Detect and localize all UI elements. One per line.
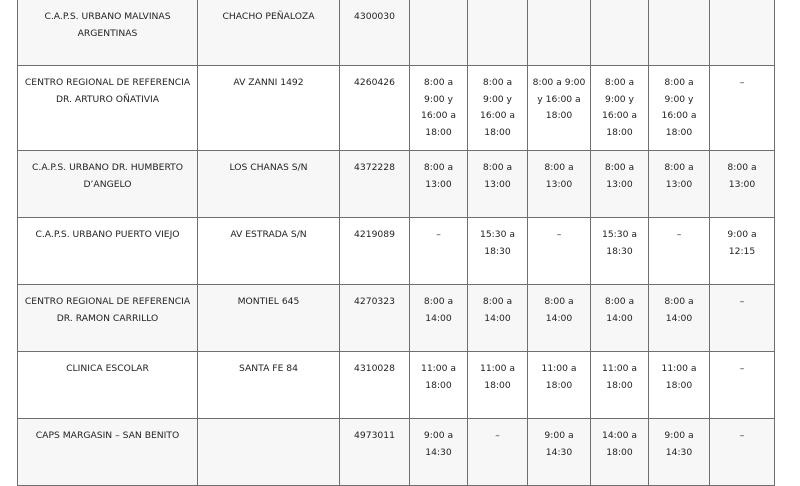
hours-cell (649, 419, 710, 486)
hours-cell (528, 151, 591, 218)
hours-text: – (676, 229, 682, 240)
phone-cell (340, 218, 410, 285)
hours-text: – (495, 430, 500, 441)
hours-cell (528, 352, 591, 419)
address-cell (198, 151, 340, 218)
hours-cell (528, 218, 591, 285)
hours-cell (649, 66, 710, 151)
center-name-cell (18, 419, 198, 486)
hours-cell (710, 218, 775, 285)
hours-cell (468, 218, 528, 285)
hours-cell (410, 0, 468, 66)
table-row (18, 285, 775, 352)
center-phone: 4219089 (354, 229, 395, 240)
hours-cell (649, 151, 710, 218)
hours-text: – (436, 229, 441, 240)
hours-cell (710, 0, 775, 66)
phone-cell (340, 285, 410, 352)
address-cell (198, 285, 340, 352)
center-address: LOS CHANAS S/N (229, 162, 308, 173)
center-name: CAPS MARGASIN – SAN BENITO (35, 430, 180, 441)
hours-cell (710, 66, 775, 151)
hours-cell (528, 0, 591, 66)
hours-text: 8:00 a 13:00 (482, 162, 513, 190)
center-name-cell (18, 66, 198, 151)
phone-cell (340, 352, 410, 419)
hours-cell (591, 419, 649, 486)
table-row (18, 352, 775, 419)
hours-text: 15:30 a 18:30 (601, 229, 638, 257)
hours-cell (649, 352, 710, 419)
phone-cell (340, 151, 410, 218)
hours-cell (591, 218, 649, 285)
hours-cell (410, 218, 468, 285)
center-name-cell (18, 352, 198, 419)
table-row (18, 66, 775, 151)
hours-text: 11:00 a 18:00 (420, 363, 457, 391)
hours-text: 8:00 a 13:00 (664, 162, 694, 190)
hours-text: 8:00 a 13:00 (604, 162, 635, 190)
center-address: MONTIEL 645 (237, 296, 300, 307)
hours-cell (591, 151, 649, 218)
hours-cell (468, 151, 528, 218)
table-row (18, 0, 775, 66)
hours-text: 11:00 a 18:00 (479, 363, 516, 391)
hours-text: 8:00 a 9:00 y 16:00 a 18:00 (661, 77, 697, 138)
center-name-cell (18, 0, 198, 66)
address-cell (198, 218, 340, 285)
hours-text: 8:00 a 13:00 (423, 162, 454, 190)
hours-cell (591, 352, 649, 419)
center-name: C.A.P.S. URBANO PUERTO VIEJO (35, 229, 180, 240)
address-cell (198, 66, 340, 151)
hours-text: 8:00 a 14:00 (544, 296, 574, 324)
hours-text: 9:00 a 14:30 (664, 430, 694, 458)
hours-text: 11:00 a 18:00 (601, 363, 638, 391)
center-name: C.A.P.S. URBANO MALVINAS ARGENTINAS (44, 11, 171, 39)
hours-cell (468, 285, 528, 352)
hours-text: 9:00 a 14:30 (423, 430, 454, 458)
center-name: CENTRO REGIONAL DE REFERENCIA DR. ARTURO OÑATIVIA (24, 77, 191, 105)
hours-cell (410, 151, 468, 218)
hours-text: 8:00 a 14:00 (482, 296, 513, 324)
center-address: SANTA FE 84 (239, 363, 298, 374)
address-cell (198, 419, 340, 486)
hours-text: 8:00 a 14:00 (604, 296, 635, 324)
hours-cell (468, 0, 528, 66)
hours-text: 8:00 a 13:00 (727, 162, 757, 190)
hours-cell (649, 0, 710, 66)
center-phone: 4310028 (354, 363, 395, 374)
table-row (18, 419, 775, 486)
hours-text: 9:00 a 12:15 (727, 229, 757, 257)
hours-text: 14:00 a 18:00 (601, 430, 638, 458)
address-cell (198, 352, 340, 419)
hours-cell (710, 419, 775, 486)
hours-cell (710, 151, 775, 218)
center-phone: 4300030 (354, 11, 395, 22)
hours-text: – (739, 77, 745, 88)
hours-cell (468, 419, 528, 486)
hours-cell (410, 419, 468, 486)
center-address: AV ESTRADA S/N (230, 229, 307, 240)
center-name-cell (18, 218, 198, 285)
hours-cell (468, 352, 528, 419)
address-cell (198, 0, 340, 66)
hours-cell (591, 0, 649, 66)
hours-text: 8:00 a 13:00 (544, 162, 574, 190)
center-name-cell (18, 285, 198, 352)
hours-text: 11:00 a 18:00 (661, 363, 697, 391)
hours-text: – (556, 229, 562, 240)
hours-text: 15:30 a 18:30 (479, 229, 516, 257)
hours-cell (591, 285, 649, 352)
hours-cell (649, 218, 710, 285)
hours-text: 8:00 a 14:00 (423, 296, 454, 324)
phone-cell (340, 66, 410, 151)
center-phone: 4372228 (354, 162, 395, 173)
hours-cell (710, 285, 775, 352)
phone-cell (340, 0, 410, 66)
center-phone: 4270323 (354, 296, 395, 307)
center-address: CHACHO PEÑALOZA (222, 11, 315, 22)
hours-text: 8:00 a 9:00 y 16:00 a 18:00 (532, 77, 586, 121)
hours-text: 8:00 a 9:00 y 16:00 a 18:00 (479, 77, 516, 138)
center-address: AV ZANNI 1492 (233, 77, 304, 88)
hours-cell (649, 285, 710, 352)
hours-cell (528, 419, 591, 486)
center-name: C.A.P.S. URBANO DR. HUMBERTO D’ANGELO (32, 162, 183, 190)
hours-cell (710, 352, 775, 419)
table-row (18, 218, 775, 285)
table-row (18, 151, 775, 218)
hours-text: 11:00 a 18:00 (541, 363, 577, 391)
hours-text: – (739, 296, 745, 307)
hours-text: – (739, 363, 745, 374)
hours-cell (528, 285, 591, 352)
hours-cell (528, 66, 591, 151)
center-name-cell (18, 151, 198, 218)
hours-text: 8:00 a 9:00 y 16:00 a 18:00 (420, 77, 457, 138)
hours-text: 8:00 a 9:00 y 16:00 a 18:00 (601, 77, 638, 138)
center-name: CLINICA ESCOLAR (66, 363, 149, 374)
center-phone: 4973011 (354, 430, 395, 441)
hours-cell (410, 285, 468, 352)
hours-cell (591, 66, 649, 151)
hours-text: – (739, 430, 745, 441)
hours-cell (410, 352, 468, 419)
phone-cell (340, 419, 410, 486)
center-phone: 4260426 (354, 77, 395, 88)
hours-text: 9:00 a 14:30 (544, 430, 574, 458)
hours-cell (410, 66, 468, 151)
health-centers-table (17, 0, 775, 486)
hours-text: 8:00 a 14:00 (664, 296, 694, 324)
hours-cell (468, 66, 528, 151)
center-name: CENTRO REGIONAL DE REFERENCIA DR. RAMON CARRILLO (24, 296, 191, 324)
